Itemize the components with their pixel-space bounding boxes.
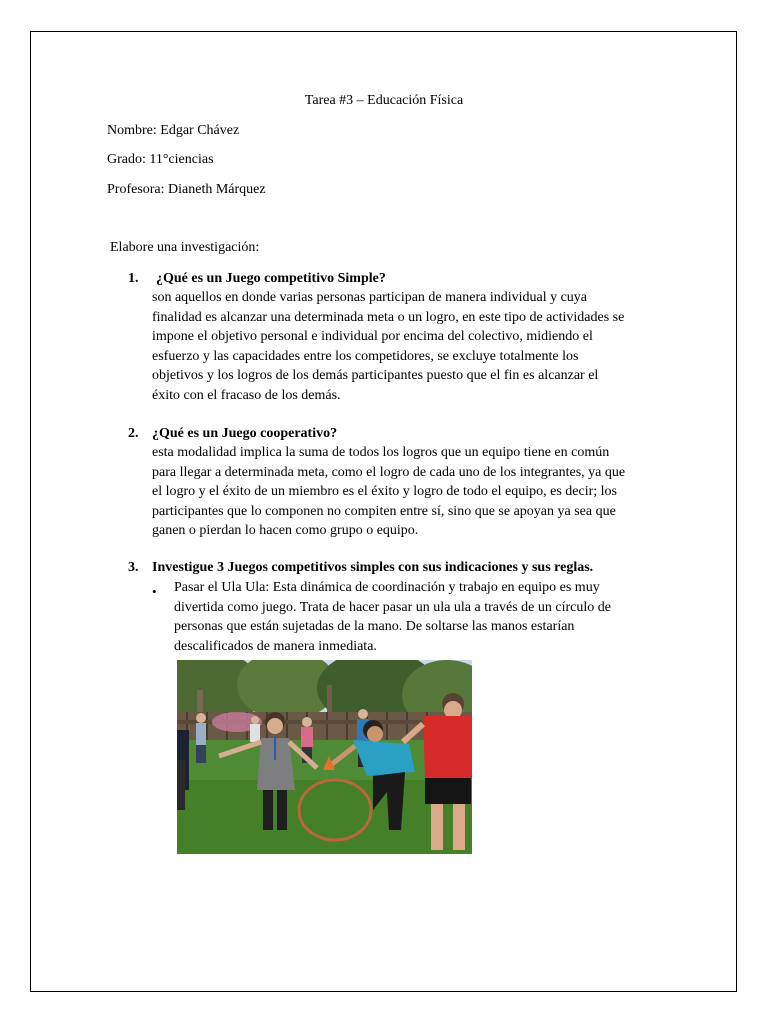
answer-line: éxito con el fracaso de los demás. (152, 387, 341, 403)
question-3-number: 3. (128, 560, 139, 575)
question-3-bullet (174, 578, 654, 656)
photo-people-hula-hoop-icon (177, 660, 472, 854)
hula-hoop-photo (177, 660, 472, 854)
question-1-number: 1. (128, 271, 139, 286)
answer-line: impone el objetivo personal e individual por encima del colectivo, midiendo el (152, 329, 593, 344)
answer-line: esfuerzo y las capacidades entre los competidores, se excluye totalmente los (152, 348, 579, 364)
instructions-heading: Elabore una investigación: (110, 240, 260, 255)
question-2-answer (152, 443, 667, 541)
question-2-number: 2. (128, 426, 139, 441)
field-grade: Grado: 11°ciencias (107, 152, 214, 167)
bullet-line: divertida como juego. Trata de hacer pasar un ula ula a través de un círculo de (174, 599, 611, 615)
bullet-line: descalificados de manera inmediata. (174, 638, 377, 654)
bullet-line: personas que están sujetadas de la mano. De soltarse las manos estarían (174, 619, 575, 634)
answer-line: finalidad es alcanzar una determinada meta o un logro, en este tipo de actividades se (152, 309, 625, 325)
field-name: Nombre: Edgar Chávez (107, 123, 240, 138)
answer-line: objetivos y los logros de los demás participantes puesto que el fin es alcanzar el (152, 368, 599, 383)
question-3-title: Investigue 3 Juegos competitivos simples con sus indicaciones y sus reglas. (152, 560, 594, 575)
document-title: Tarea #3 – Educación Física (304, 93, 464, 108)
field-teacher: Profesora: Dianeth Márquez (107, 182, 266, 197)
question-1-title: ¿Qué es un Juego competitivo Simple? (156, 271, 386, 286)
answer-line: ganen o pierdan lo hacen como grupo o equipo. (152, 523, 419, 538)
answer-line: el logro y el éxito de un miembro es el éxito y logro de todo el equipo, es decir; los (152, 484, 618, 499)
answer-line: esta modalidad implica la suma de todos los logros que un equipo tiene en común (152, 445, 610, 460)
bullet-line: Pasar el Ula Ula: Esta dinámica de coordinación y trabajo en equipo es muy (174, 580, 600, 595)
bullet-icon: • (152, 584, 157, 599)
answer-line: son aquellos en donde varias personas participan de manera individual y cuya (152, 290, 588, 305)
answer-line: para llegar a determinada meta, como el logro de cada uno de los integrantes, ya que (152, 464, 626, 480)
answer-line: participantes que lo componen no compiten entre sí, sino que se apoyan ya sea que (152, 503, 616, 519)
question-1-answer (152, 288, 667, 405)
question-2-title: ¿Qué es un Juego cooperativo? (152, 426, 338, 441)
